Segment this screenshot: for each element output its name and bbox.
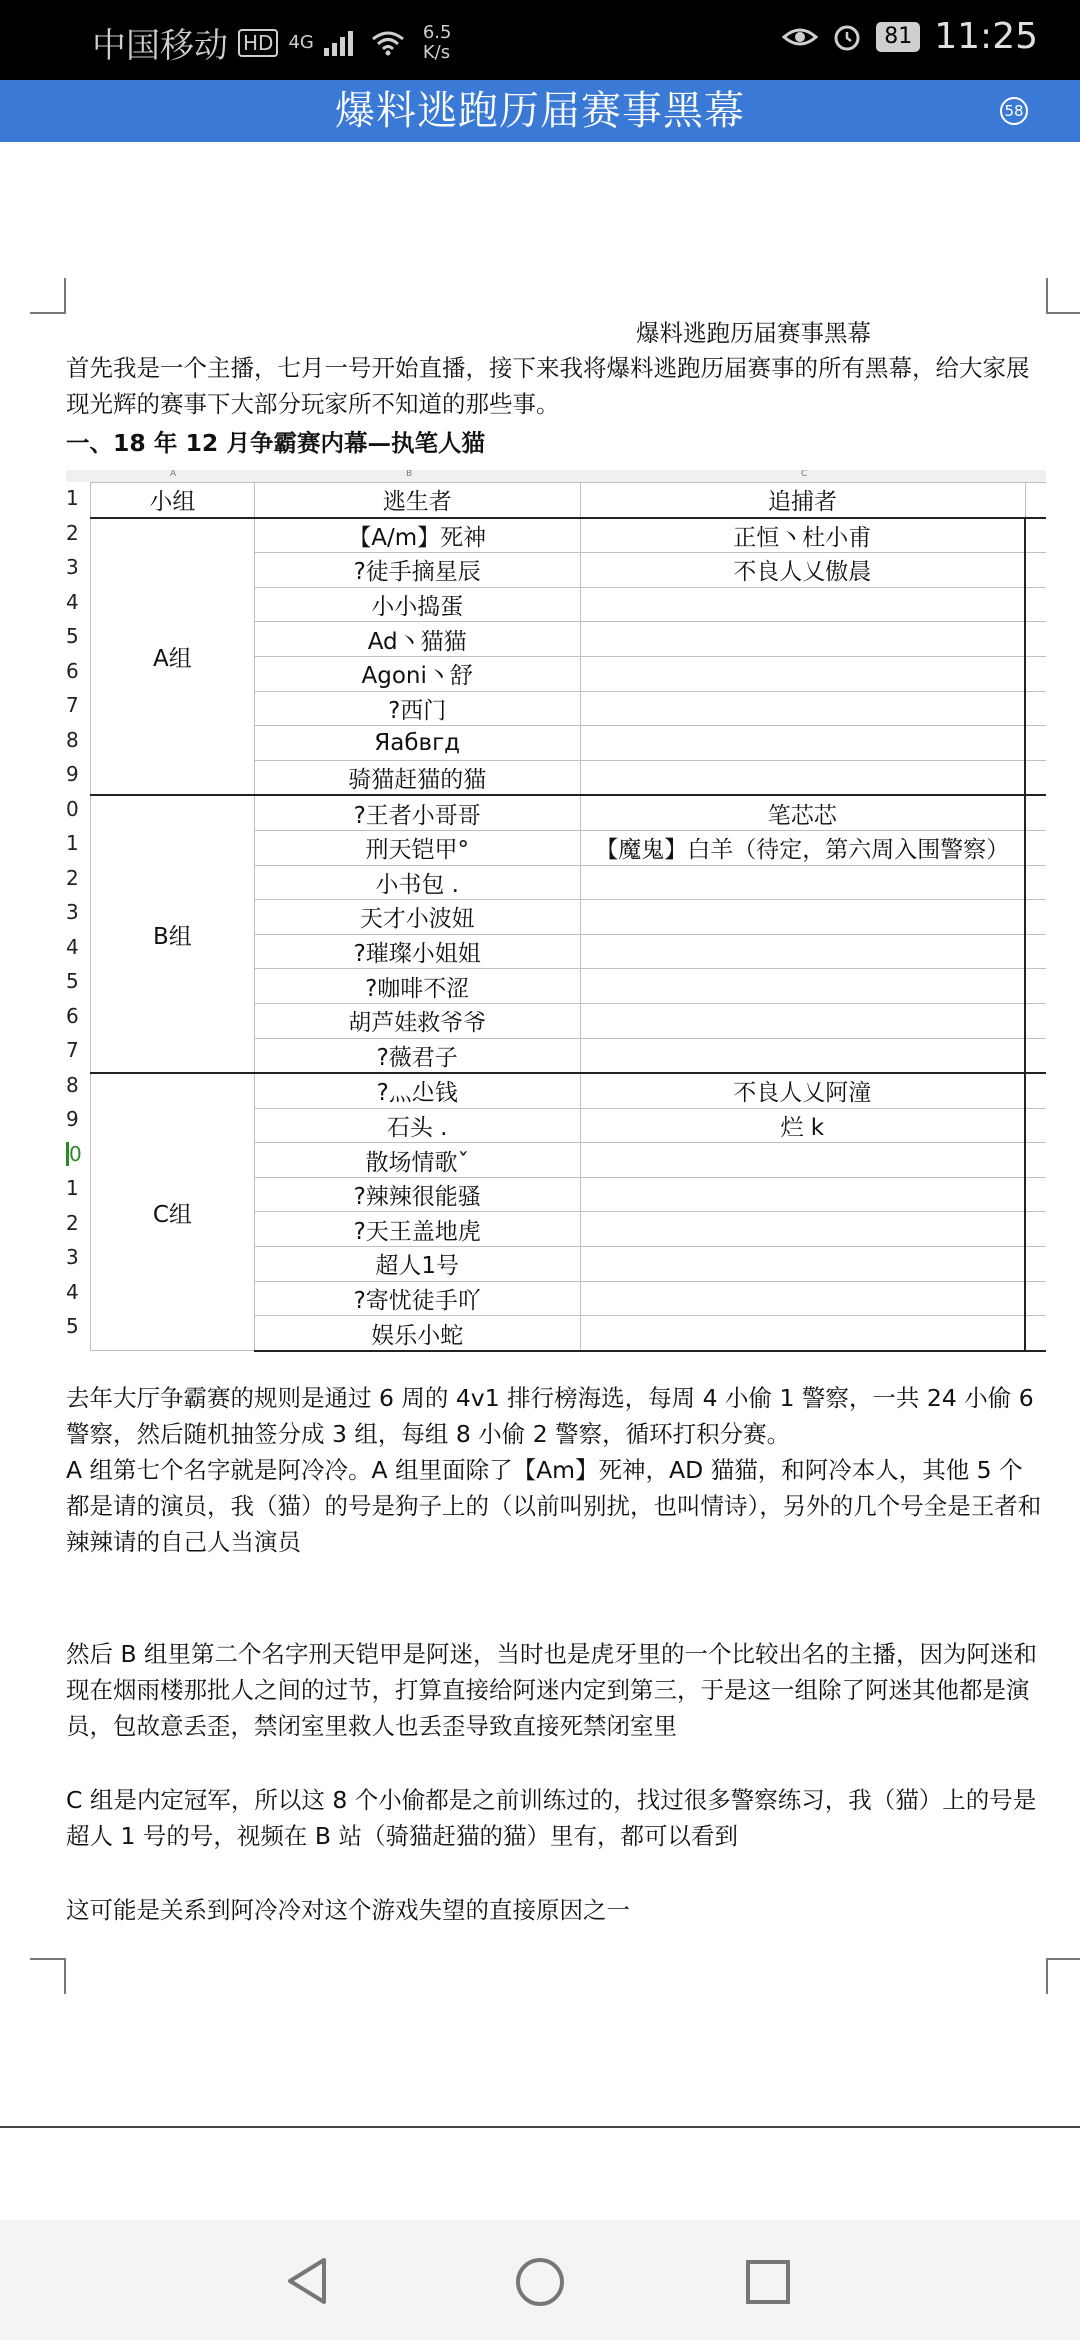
empty-cell: [1025, 865, 1046, 900]
hunter-cell: [580, 1177, 1025, 1212]
empty-cell: [1025, 553, 1046, 588]
hunter-cell: [580, 934, 1025, 969]
net-speed-value: 6.5: [422, 21, 452, 43]
hunter-cell: [580, 691, 1025, 726]
empty-cell: [1025, 795, 1046, 830]
hunter-cell: [580, 1212, 1025, 1247]
escaper-cell: 娱乐小蛇: [254, 1316, 580, 1351]
empty-cell: [1025, 726, 1046, 761]
hunter-cell: [580, 656, 1025, 691]
hunter-cell: [580, 1281, 1025, 1316]
empty-cell: [1025, 622, 1046, 657]
empty-cell: [1025, 1177, 1046, 1212]
roster-table: [90, 482, 1046, 1352]
rules-paragraph: 去年大厅争霸赛的规则是通过 6 周的 4v1 排行榜海选，每周 4 小偷 1 警察，一共 24 小偷 6 警察，然后随机抽签分成 3 组，每组 8 小偷 2 警察，循环打积分赛。: [66, 1384, 1034, 1448]
row-number: 3: [66, 1245, 79, 1269]
row-number: 8: [66, 727, 79, 752]
group-c-paragraph: C 组是内定冠军，所以这 8 个小偷都是之前训练过的，找过很多警察练习，我（猫）上的号是超人 1 号的号，视频在 B 站（骑猫赶猫的猫）里有，都可以看到: [66, 1786, 1037, 1850]
empty-cell: [1025, 1143, 1046, 1178]
escaper-cell: Яабвгд: [254, 726, 580, 761]
network-type: 4G: [288, 32, 314, 53]
eye-icon: [782, 23, 818, 51]
escaper-cell: 超人1号: [254, 1247, 580, 1282]
wifi-icon: [371, 29, 405, 57]
hunter-cell: 正恒丶杜小甫: [580, 518, 1025, 553]
row-number: 9: [66, 1107, 79, 1131]
spreadsheet-image: [66, 470, 1046, 1366]
empty-cell: [1025, 1247, 1046, 1282]
table-row: [91, 518, 1047, 553]
hunter-cell: 笔芯芯: [580, 795, 1025, 830]
empty-cell: [1025, 1108, 1046, 1143]
empty-cell: [1025, 900, 1046, 935]
row-number: 6: [66, 1003, 79, 1028]
empty-cell: [1025, 691, 1046, 726]
group-cell: C组: [91, 1073, 255, 1351]
escaper-cell: 小书包 .: [254, 865, 580, 900]
recents-square-icon[interactable]: [744, 2258, 792, 2306]
page-title: 爆料逃跑历届赛事黑幕: [335, 88, 745, 134]
system-nav-bar: [0, 2220, 1080, 2340]
hunter-cell: 烂 k: [580, 1108, 1025, 1143]
row-number: 8: [66, 1072, 79, 1097]
hunter-cell: [580, 900, 1025, 935]
hunter-cell: [580, 865, 1025, 900]
hunter-cell: [580, 969, 1025, 1004]
empty-cell: [1025, 1003, 1046, 1038]
empty-cell: [1025, 1073, 1046, 1108]
col-letter: C: [801, 470, 808, 479]
escaper-cell: ?璀璨小姐姐: [254, 934, 580, 969]
net-speed: [423, 23, 452, 63]
escaper-cell: ?天王盖地虎: [254, 1212, 580, 1247]
hd-icon: HD: [238, 29, 278, 57]
row-number: 0: [66, 796, 79, 821]
row-number: 4: [66, 1279, 79, 1304]
escaper-cell: ?西门: [254, 691, 580, 726]
document-title: 爆料逃跑历届赛事黑幕: [636, 319, 871, 347]
empty-cell: [1025, 656, 1046, 691]
empty-cell: [1025, 1212, 1046, 1247]
escaper-cell: ?王者小哥哥: [254, 795, 580, 830]
escaper-cell: ?薇君子: [254, 1038, 580, 1073]
group-cell: B组: [91, 795, 255, 1073]
row-number: 4: [66, 589, 79, 614]
empty-cell: [1025, 1281, 1046, 1316]
hunter-cell: [580, 622, 1025, 657]
page-corner-mark: [1046, 278, 1080, 314]
empty-cell: [1025, 830, 1046, 865]
row-number: 2: [66, 520, 79, 545]
escaper-cell: Ad丶猫猫: [254, 622, 580, 657]
page-corner-mark: [30, 1958, 66, 1994]
row-number: 2: [66, 865, 79, 890]
home-circle-icon[interactable]: [514, 2256, 566, 2308]
escaper-cell: 刑天铠甲°: [254, 830, 580, 865]
empty-cell: [1025, 760, 1046, 795]
closing-paragraph: 这可能是关系到阿冷冷对这个游戏失望的直接原因之一: [66, 1896, 630, 1924]
hunter-cell: [580, 587, 1025, 622]
row-number: 0: [66, 1142, 93, 1166]
hunter-cell: [580, 760, 1025, 795]
row-number: 5: [66, 969, 79, 993]
escaper-cell: ?灬尐钱: [254, 1073, 580, 1108]
row-number: 3: [66, 555, 79, 579]
table-row: [91, 1073, 1047, 1108]
escaper-cell: 骑猫赶猫的猫: [254, 760, 580, 795]
page-divider: [0, 2126, 1080, 2128]
group-cell: A组: [91, 518, 255, 796]
table-row: [91, 795, 1047, 830]
empty-cell: [1025, 483, 1046, 518]
header-escaper: 逃生者: [254, 483, 580, 518]
empty-cell: [1025, 934, 1046, 969]
escaper-cell: ?咖啡不涩: [254, 969, 580, 1004]
intro-paragraph: 首先我是一个主播，七月一号开始直播，接下来我将爆料逃跑历届赛事的所有黑幕，给大家展现光辉的赛事下大部分玩家所不知道的那些事。: [66, 354, 1030, 418]
col-letter: A: [170, 470, 177, 479]
escaper-cell: 胡芦娃救爷爷: [254, 1003, 580, 1038]
row-number: 3: [66, 900, 79, 924]
section-heading: 一、18 年 12 月争霸赛内幕—执笔人猫: [66, 429, 485, 457]
hunter-cell: [580, 1316, 1025, 1351]
page-corner-mark: [30, 278, 66, 314]
empty-cell: [1025, 1038, 1046, 1073]
escaper-cell: ?寄忧徒手吖: [254, 1281, 580, 1316]
row-number: 1: [66, 831, 79, 855]
escaper-cell: 【A/m】死神: [254, 518, 580, 553]
hunter-cell: [580, 726, 1025, 761]
hunter-cell: 不良人乂阿潼: [580, 1073, 1025, 1108]
row-number: 9: [66, 762, 79, 786]
empty-cell: [1025, 1316, 1046, 1351]
back-triangle-icon[interactable]: [284, 2256, 332, 2306]
row-number-column: [66, 482, 90, 1366]
hunter-cell: [580, 1038, 1025, 1073]
escaper-cell: Agoni丶舒: [254, 656, 580, 691]
row-number: 1: [66, 486, 79, 510]
signal-icon: [324, 30, 353, 56]
group-b-paragraph: 然后 B 组里第二个名字刑天铠甲是阿迷，当时也是虎牙里的一个比较出名的主播，因为阿迷和现在烟雨楼那批人之间的过节，打算直接给阿迷内定到第三，于是这一组除了阿迷其他都是演员，包故意丢歪，禁闭室里救人也丢歪导致直接死禁闭室里: [66, 1640, 1038, 1740]
row-number: 7: [66, 693, 79, 717]
alarm-icon: [832, 22, 862, 52]
hunter-cell: 不良人乂傲晨: [580, 553, 1025, 588]
row-number: 5: [66, 624, 79, 648]
escaper-cell: 天才小波妞: [254, 900, 580, 935]
empty-cell: [1025, 518, 1046, 553]
row-number: 2: [66, 1210, 79, 1235]
header-hunter: 追捕者: [580, 483, 1025, 518]
escaper-cell: ?辣辣很能骚: [254, 1177, 580, 1212]
net-speed-unit: K/s: [422, 41, 451, 63]
hunter-cell: 【魔鬼】白羊（待定，第六周入围警察）: [580, 830, 1025, 865]
col-letter: B: [406, 470, 413, 479]
header-group: 小组: [91, 483, 255, 518]
notification-badge[interactable]: 58: [1000, 97, 1028, 125]
table-header-row: [91, 483, 1047, 518]
hunter-cell: [580, 1247, 1025, 1282]
page-corner-mark: [1046, 1958, 1080, 1994]
row-number: 1: [66, 1176, 79, 1200]
row-number: 4: [66, 934, 79, 959]
empty-cell: [1025, 969, 1046, 1004]
app-title-bar: [0, 80, 1080, 142]
clock: 11:25: [934, 16, 1038, 57]
battery-icon: 81: [876, 22, 920, 52]
escaper-cell: 散场情歌ˇ: [254, 1143, 580, 1178]
empty-cell: [1025, 587, 1046, 622]
group-a-paragraph: A 组第七个名字就是阿冷冷。A 组里面除了【Am】死神，AD 猫猫，和阿冷本人，其他 5 个都是请的演员，我（猫）的号是狗子上的（以前叫别扰，也叫情诗），另外的几个号全是王者和辣辣请的自己人当演员: [66, 1456, 1042, 1556]
row-number: 5: [66, 1314, 79, 1338]
escaper-cell: ?徒手摘星辰: [254, 553, 580, 588]
hunter-cell: [580, 1003, 1025, 1038]
escaper-cell: 小小捣蛋: [254, 587, 580, 622]
carrier-label: 中国移动: [92, 26, 228, 66]
hunter-cell: [580, 1143, 1025, 1178]
row-number: 7: [66, 1038, 79, 1062]
escaper-cell: 石头 .: [254, 1108, 580, 1143]
status-bar: [0, 0, 1080, 80]
row-number: 6: [66, 658, 79, 683]
